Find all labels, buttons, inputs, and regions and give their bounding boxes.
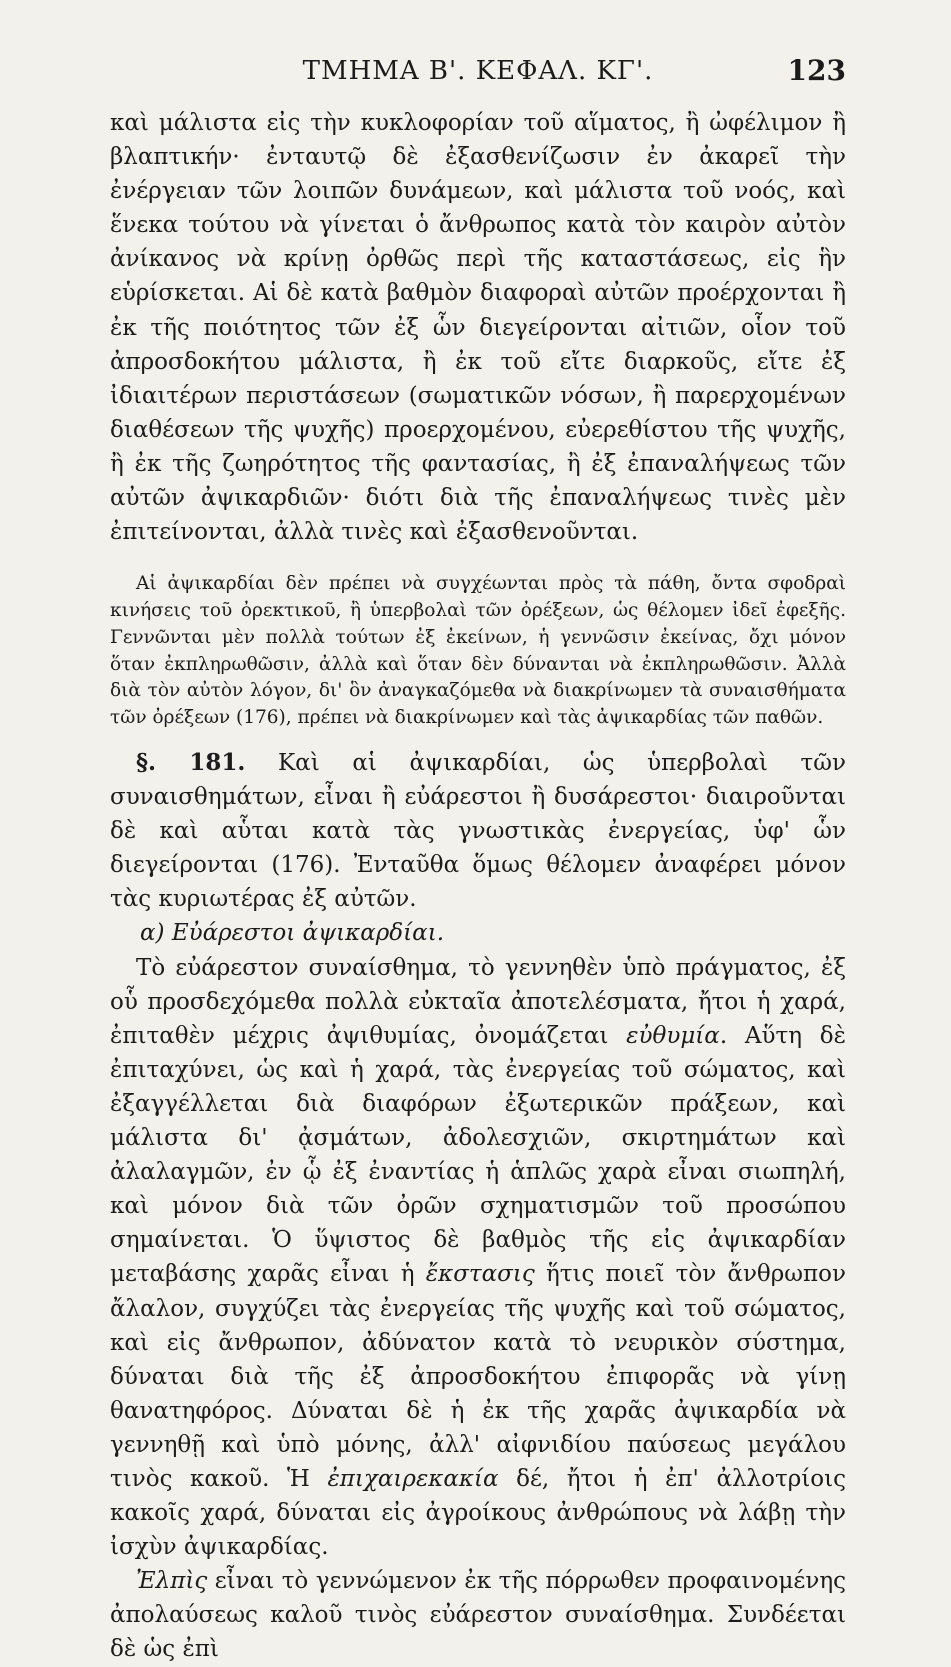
euthymia-text-4: δέ, ἤτοι ἡ ἐπ' ἀλλοτρίοις κακοῖς χαρά, δύναται εἰς ἀγροίκους ἀνθρώπους νὰ λάβῃ τὴν ἰσχὺν ἀψικαρδίας. — [110, 1465, 846, 1561]
body-text — [110, 106, 846, 1667]
term-euthymia: εὐθυμία — [626, 1022, 720, 1049]
paragraph-euthymia — [110, 951, 846, 1565]
paragraph-1: καὶ μάλιστα εἰς τὴν κυκλοφορίαν τοῦ αἵματος, ἢ ὠφέλιμον ἢ βλαπτικήν· ἐνταυτῷ δὲ ἐξασθενίζωσιν ἐν ἀκαρεῖ τὴν ἐνέργειαν τῶν λοιπῶν δυνάμεων, καὶ μάλιστα τοῦ νοός, καὶ ἕνεκα τούτου νὰ γίνεται ὁ ἄνθρωπος κατὰ τὸν καιρὸν αὐτὸν ἀνίκανος νὰ κρίνῃ ὀρθῶς περὶ τῆς καταστάσεως, εἰς ἣν εὑρίσκεται. Αἱ δὲ κατὰ βαθμὸν διαφοραὶ αὐτῶν προέρχονται ἢ ἐκ τῆς ποιότητος τῶν ἐξ ὧν διεγείρονται αἰτιῶν, οἷον τοῦ ἀπροσδοκήτου μάλιστα, ἢ ἐκ τοῦ εἴτε διαρκοῦς, εἴτε ἐξ ἰδιαιτέρων περιστάσεων (σωματικῶν νόσων, ἢ παρερχομένων διαθέσεων τῆς ψυχῆς) προερχομένου, εὐερεθίστου τῆς ψυχῆς, ἢ ἐκ τῆς ζωηρότητος τῆς φαντασίας, ἢ ἐξ ἐπαναλήψεως τῶν αὐτῶν ἀψικαρδιῶν· διότι διὰ τῆς ἐπαναλήψεως τινὲς μὲν ἐπιτείνονται, ἀλλὰ τινὲς καὶ ἐξασθενοῦνται. — [110, 110, 846, 546]
euthymia-text-3: ἥτις ποιεῖ τὸν ἄνθρωπον ἄλαλον, συγχύζει τὰς ἐνεργείας τῆς ψυχῆς καὶ τοῦ σώματος, καὶ εἰς ἄνθρωπον, ἀδύνατον κατὰ τὸ νευρικὸν σύστημα, δύναται διὰ τῆς ἐξ ἀπροσδοκήτου ἐπιφορᾶς νὰ γίνῃ θανατηφόρος. Δύναται δὲ ἡ ἐκ τῆς χαρᾶς ἀψικαρδία νὰ γεννηθῇ καὶ ὑπὸ μόνης, ἀλλ' αἰφνιδίου παύσεως μεγάλου τινὸς κακοῦ. Ἡ — [110, 1261, 847, 1492]
elpis-text: εἶναι τὸ γεννώμενον ἐκ τῆς πόρρωθεν προφαινομένης ἀπολαύσεως καλοῦ τινὸς εὐάρεστον συναίσθημα. Συνδέεται δὲ ὡς ἐπὶ — [110, 1568, 846, 1663]
term-ekstasis: ἔκστασις — [425, 1261, 535, 1288]
euthymia-text-2: . Αὕτη δὲ ἐπιταχύνει, ὡς καὶ ἡ χαρά, τὰς ἐνεργείας τοῦ σώματος, καὶ ἐξαγγέλλεται διὰ διαφόρων ἐξωτερικῶν πράξεων, καὶ μάλιστα δι' ᾀσμάτων, ἀδολεσχιῶν, σκιρτημάτων καὶ ἀλαλαγμῶν, ἐν ᾧ ἐξ ἐναντίας ἡ ἁπλῶς χαρὰ εἶναι σιωπηλή, καὶ μόνον διὰ τῶν ὀρῶν σχηματισμῶν τοῦ προσώπου σημαίνεται. Ὁ ὕψιστος δὲ βαθμὸς τῆς εἰς ἀψικαρδίαν μεταβάσης χαρᾶς εἶναι ἡ — [110, 1022, 846, 1288]
footnote: Αἱ ἀψικαρδίαι δὲν πρέπει νὰ συγχέωνται πρὸς τὰ πάθη, ὄντα σφοδραὶ κινήσεις τοῦ ὀρεκτικοῦ, ἢ ὑπερβολαὶ τῶν ὀρέξεων, ὡς θέλομεν ἰδεῖ ἐφεξῆς. Γεννῶνται μὲν πολλὰ τούτων ἐξ ἐκείνων, ἡ γεννῶσιν ἐκείνας, ὄχι μόνον ὅταν ἐκπληρωθῶσιν, ἀλλὰ καὶ ὅταν δὲν δύνανται νὰ ἐκπληρωθῶσιν. Ἀλλὰ διὰ τὸν αὐτὸν λόγον, δι' ὃν ἀναγκαζόμεθα νὰ διακρίνωμεν τὰ συναισθήματα τῶν ὀρέξεων (176), πρέπει νὰ διακρίνωμεν καὶ τὰς ἀψικαρδίας τῶν παθῶν. — [110, 573, 846, 729]
section-181-paragraph — [110, 746, 846, 916]
running-title: ΤΜΗΜΑ Β'. ΚΕΦΑΛ. ΚΓ'. — [302, 56, 654, 86]
term-epichairekakia: ἐπιχαιρεκακία — [327, 1465, 499, 1492]
term-elpis: Ἐλπὶς — [136, 1568, 208, 1595]
section-181-text: Καὶ αἱ ἀψικαρδίαι, ὡς ὑπερβολαὶ τῶν συναισθημάτων, εἶναι ἢ εὐάρεστοι ἢ δυσάρεστοι· διαιροῦνται δὲ καὶ αὗται κατὰ τὰς γνωστικὰς ἐνεργείας, ὑφ' ὧν διεγείρονται (176). Ἐνταῦθα ὅμως θέλομεν ἀναφέρει μόνον τὰς κυριωτέρας ἐξ αὐτῶν. — [110, 750, 847, 913]
paragraph-elpis — [110, 1564, 846, 1666]
section-number: §. 181. — [136, 749, 246, 776]
euthymia-text-1: Τὸ εὐάρεστον συναίσθημα, τὸ γεννηθὲν ὑπὸ πράγματος, ἐξ οὗ προσδεχόμεθα πολλὰ εὐκταῖα ἀποτελέσματα, ἤτοι ἡ χαρά, ἐπιταθὲν μέχρις ἀψιθυμίας, ὀνομάζεται — [110, 954, 846, 1049]
page-number: 123 — [787, 54, 846, 87]
subheading-pleasant-emotions: α) Εὐάρεστοι ἀψικαρδίαι. — [140, 920, 445, 947]
page-header — [110, 52, 846, 92]
